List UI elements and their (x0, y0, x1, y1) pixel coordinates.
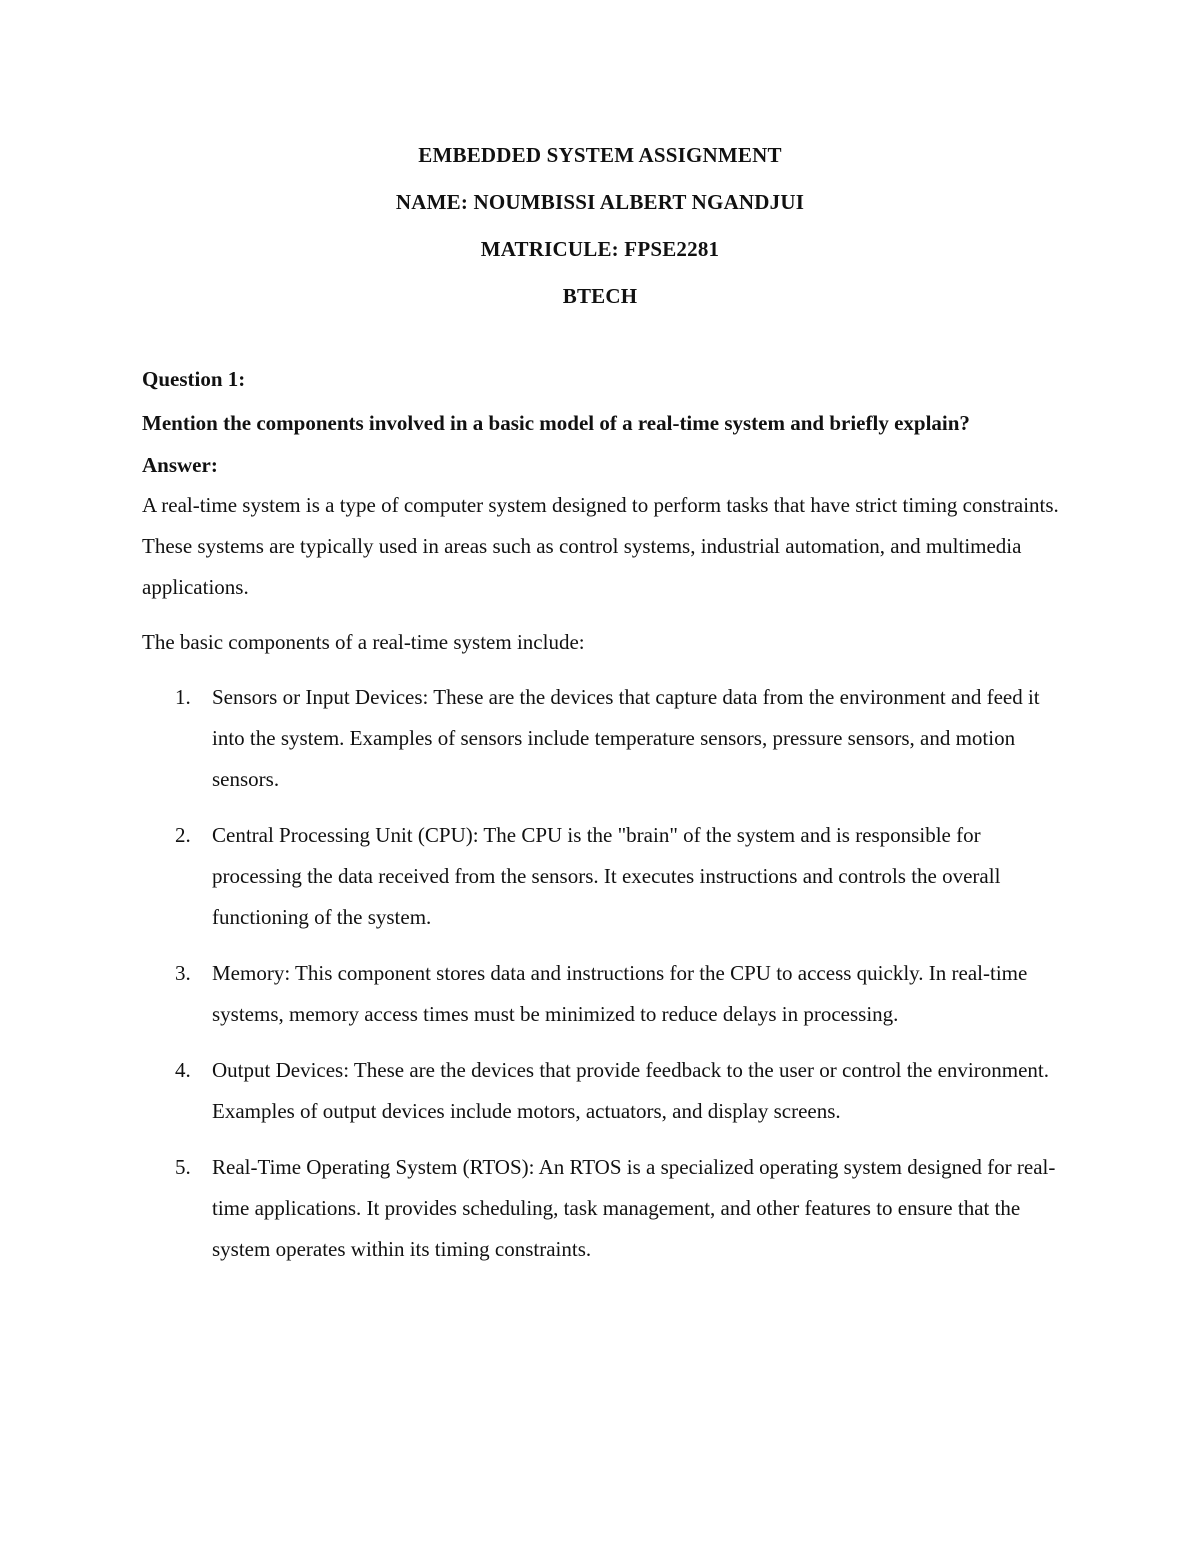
question-text: Mention the components involved in a basic model of a real-time system and briefly explain? (142, 411, 970, 435)
list-item-text: Sensors or Input Devices: These are the devices that capture data from the environment and feed it into the system. Examples of sensors include temperature sensors, pressure sensors, and motion sensors. (212, 685, 1040, 791)
list-item-number: 3. (175, 961, 191, 985)
components-intro: The basic components of a real-time system include: (142, 630, 585, 654)
list-item (142, 953, 1062, 1035)
components-list (142, 677, 1062, 1270)
answer-intro-paragraph: A real-time system is a type of computer system designed to perform tasks that have strict timing constraints. These systems are typically used in areas such as control systems, industrial automation, and multimedia applications. (142, 493, 1059, 599)
list-item (142, 677, 1062, 800)
student-name: NAME: NOUMBISSI ALBERT NGANDJUI (395, 190, 805, 214)
list-item-text: Output Devices: These are the devices that provide feedback to the user or control the environment. Examples of output devices include motors, actuators, and display screens. (212, 1058, 1049, 1123)
list-item-text: Memory: This component stores data and instructions for the CPU to access quickly. In real-time systems, memory access times must be minimized to reduce delays in processing. (212, 961, 1028, 1026)
list-item-number: 2. (175, 823, 191, 847)
document-title: EMBEDDED SYSTEM ASSIGNMENT (418, 143, 782, 167)
list-item (142, 815, 1062, 938)
program-label: BTECH (562, 284, 638, 308)
list-item (142, 1147, 1062, 1270)
list-item-number: 1. (175, 685, 191, 709)
answer-label: Answer: (142, 453, 218, 477)
list-item-text: Central Processing Unit (CPU): The CPU is the "brain" of the system and is responsible for processing the data received from the sensors. It executes instructions and controls the overall functioning of the system. (212, 823, 1001, 929)
document-body (142, 364, 1062, 1285)
question-label: Question 1: (142, 367, 246, 391)
document-header (0, 140, 1200, 328)
student-matricule: MATRICULE: FPSE2281 (480, 237, 720, 261)
list-item-number: 5. (175, 1155, 191, 1179)
list-item-number: 4. (175, 1058, 191, 1082)
list-item (142, 1050, 1062, 1132)
list-item-text: Real-Time Operating System (RTOS): An RTOS is a specialized operating system designed for real-time applications. It provides scheduling, task management, and other features to ensure that the system operates within its timing constraints. (212, 1155, 1056, 1261)
